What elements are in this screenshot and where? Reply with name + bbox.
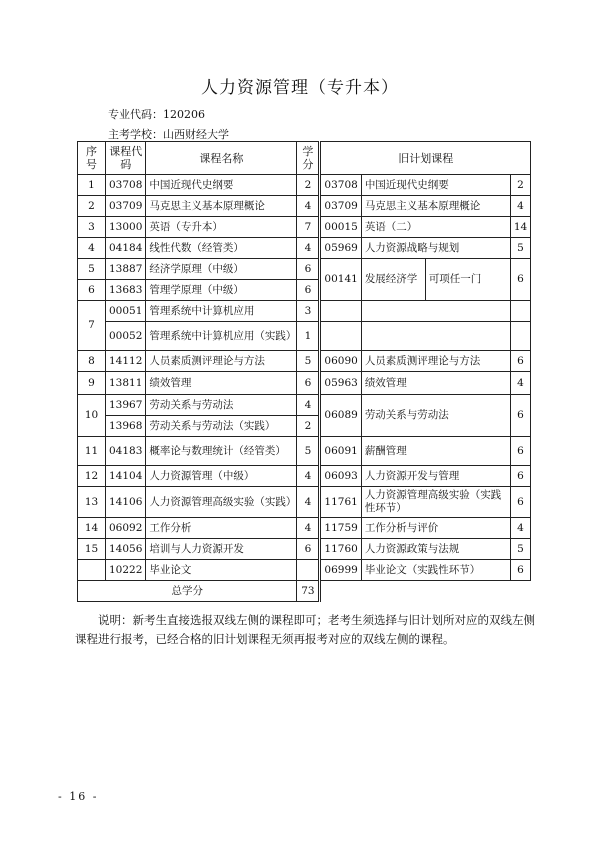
cell-credit: 4 bbox=[297, 466, 320, 487]
total-value: 73 bbox=[297, 581, 320, 602]
cell-old-note: 可项任一门 bbox=[425, 259, 510, 301]
table-row bbox=[78, 518, 531, 539]
cell-seq: 15 bbox=[78, 539, 106, 560]
cell-name: 劳动关系与劳动法（实践） bbox=[146, 416, 297, 437]
cell-code: 13968 bbox=[106, 416, 146, 437]
major-code: 专业代码：120206 bbox=[108, 108, 205, 121]
exam-school: 主考学校：山西财经大学 bbox=[108, 128, 229, 141]
cell-old-code: 05969 bbox=[320, 238, 361, 259]
cell-old-code: 11760 bbox=[320, 539, 361, 560]
cell-name: 英语（专升本） bbox=[146, 217, 297, 238]
table-row bbox=[78, 487, 531, 518]
page-number: - 16 - bbox=[58, 790, 99, 803]
cell-code: 03708 bbox=[106, 175, 146, 196]
cell-name: 管理系统中计算机应用（实践） bbox=[146, 322, 297, 351]
cell-old-name: 工作分析与评价 bbox=[361, 518, 510, 539]
cell-credit: 5 bbox=[297, 437, 320, 466]
cell-seq: 14 bbox=[78, 518, 106, 539]
cell-old-credit: 5 bbox=[510, 238, 530, 259]
cell-credit: 3 bbox=[297, 301, 320, 322]
cell-credit: 6 bbox=[297, 372, 320, 395]
table-row bbox=[78, 217, 531, 238]
cell-code: 06092 bbox=[106, 518, 146, 539]
cell-old-name: 人力资源开发与管理 bbox=[361, 466, 510, 487]
cell-credit: 6 bbox=[297, 280, 320, 301]
cell-credit: 4 bbox=[297, 395, 320, 416]
cell-credit: 2 bbox=[297, 175, 320, 196]
cell-old-credit: 6 bbox=[510, 560, 530, 581]
cell-old-name bbox=[361, 322, 510, 351]
cell-credit: 4 bbox=[297, 518, 320, 539]
cell-old-credit: 14 bbox=[510, 217, 530, 238]
total-label: 总学分 bbox=[78, 581, 297, 602]
cell-old-name: 毕业论文（实践性环节） bbox=[361, 560, 510, 581]
cell-name: 劳动关系与劳动法 bbox=[146, 395, 297, 416]
cell-old-code: 06090 bbox=[320, 351, 361, 372]
cell-credit: 6 bbox=[297, 259, 320, 280]
cell-code: 13967 bbox=[106, 395, 146, 416]
cell-name: 人力资源管理高级实验（实践） bbox=[146, 487, 297, 518]
cell-name: 管理学原理（中级） bbox=[146, 280, 297, 301]
cell-old-credit bbox=[510, 301, 530, 322]
cell-seq bbox=[78, 560, 106, 581]
cell-old-code: 11759 bbox=[320, 518, 361, 539]
cell-code: 14106 bbox=[106, 487, 146, 518]
cell-credit: 4 bbox=[297, 238, 320, 259]
cell-code: 13000 bbox=[106, 217, 146, 238]
cell-old-credit: 6 bbox=[510, 487, 530, 518]
cell-seq: 7 bbox=[78, 301, 106, 351]
cell-credit: 1 bbox=[297, 322, 320, 351]
note-paragraph: 说明：新考生直接选报双线左侧的课程即可；老考生须选择与旧计划所对应的双线左侧课程进行报考，已经合格的旧计划课程无须再报考对应的双线左侧的课程。 bbox=[75, 613, 535, 646]
cell-old-code: 03709 bbox=[320, 196, 361, 217]
cell-credit: 2 bbox=[297, 416, 320, 437]
cell-credit bbox=[297, 560, 320, 581]
cell-old-code: 03708 bbox=[320, 175, 361, 196]
cell-old-code: 06089 bbox=[320, 395, 361, 437]
cell-name: 中国近现代史纲要 bbox=[146, 175, 297, 196]
cell-old-name: 发展经济学 bbox=[361, 259, 425, 301]
cell-name: 人员素质测评理论与方法 bbox=[146, 351, 297, 372]
cell-seq: 2 bbox=[78, 196, 106, 217]
cell-code: 13811 bbox=[106, 372, 146, 395]
cell-old-code bbox=[320, 322, 361, 351]
cell-credit: 6 bbox=[297, 539, 320, 560]
cell-code: 13887 bbox=[106, 259, 146, 280]
cell-seq: 13 bbox=[78, 487, 106, 518]
cell-code: 14056 bbox=[106, 539, 146, 560]
table-row bbox=[78, 196, 531, 217]
table-row bbox=[78, 351, 531, 372]
table-row bbox=[78, 395, 531, 416]
cell-old-name: 马克思主义基本原理概论 bbox=[361, 196, 510, 217]
cell-seq: 6 bbox=[78, 280, 106, 301]
cell-name: 经济学原理（中级） bbox=[146, 259, 297, 280]
cell-seq: 4 bbox=[78, 238, 106, 259]
cell-name: 马克思主义基本原理概论 bbox=[146, 196, 297, 217]
cell-old-credit: 6 bbox=[510, 259, 530, 301]
cell-old-name: 人力资源管理高级实验（实践性环节） bbox=[361, 487, 510, 518]
cell-code: 04184 bbox=[106, 238, 146, 259]
total-row bbox=[78, 581, 531, 602]
cell-old-code: 00015 bbox=[320, 217, 361, 238]
table-row bbox=[78, 437, 531, 466]
cell-old-code: 06093 bbox=[320, 466, 361, 487]
cell-credit: 5 bbox=[297, 351, 320, 372]
cell-name: 线性代数（经管类） bbox=[146, 238, 297, 259]
cell-old-credit: 5 bbox=[510, 539, 530, 560]
cell-old-credit: 4 bbox=[510, 518, 530, 539]
cell-seq: 9 bbox=[78, 372, 106, 395]
cell-credit: 7 bbox=[297, 217, 320, 238]
cell-code: 10222 bbox=[106, 560, 146, 581]
header-seq: 序号 bbox=[78, 142, 106, 175]
cell-seq: 3 bbox=[78, 217, 106, 238]
cell-old-name: 英语（二） bbox=[361, 217, 510, 238]
cell-seq: 10 bbox=[78, 395, 106, 437]
cell-old-credit: 6 bbox=[510, 351, 530, 372]
table-row bbox=[78, 259, 531, 280]
cell-name: 管理系统中计算机应用 bbox=[146, 301, 297, 322]
table-row bbox=[78, 539, 531, 560]
cell-seq: 8 bbox=[78, 351, 106, 372]
cell-name: 工作分析 bbox=[146, 518, 297, 539]
cell-name: 概率论与数理统计（经管类） bbox=[146, 437, 297, 466]
cell-old-code: 11761 bbox=[320, 487, 361, 518]
cell-old-name bbox=[361, 301, 510, 322]
cell-seq: 12 bbox=[78, 466, 106, 487]
cell-old-code bbox=[320, 301, 361, 322]
cell-old-name: 劳动关系与劳动法 bbox=[361, 395, 510, 437]
cell-old-name: 中国近现代史纲要 bbox=[361, 175, 510, 196]
cell-name: 绩效管理 bbox=[146, 372, 297, 395]
table-row bbox=[78, 301, 531, 322]
header-name: 课程名称 bbox=[146, 142, 297, 175]
cell-old-code: 06091 bbox=[320, 437, 361, 466]
cell-old-code: 05963 bbox=[320, 372, 361, 395]
cell-old-credit: 6 bbox=[510, 466, 530, 487]
cell-old-name: 人员素质测评理论与方法 bbox=[361, 351, 510, 372]
cell-old-name: 人力资源战略与规划 bbox=[361, 238, 510, 259]
cell-code: 03709 bbox=[106, 196, 146, 217]
cell-credit: 4 bbox=[297, 487, 320, 518]
cell-code: 00051 bbox=[106, 301, 146, 322]
cell-old-credit: 4 bbox=[510, 372, 530, 395]
cell-old-credit: 6 bbox=[510, 437, 530, 466]
cell-code: 14104 bbox=[106, 466, 146, 487]
table-row bbox=[78, 466, 531, 487]
header-credit: 学分 bbox=[297, 142, 320, 175]
cell-old-name: 绩效管理 bbox=[361, 372, 510, 395]
table-row bbox=[78, 175, 531, 196]
cell-old-credit: 6 bbox=[510, 395, 530, 437]
cell-name: 毕业论文 bbox=[146, 560, 297, 581]
cell-credit: 4 bbox=[297, 196, 320, 217]
course-table bbox=[77, 141, 531, 602]
cell-code: 14112 bbox=[106, 351, 146, 372]
table-row bbox=[78, 372, 531, 395]
cell-old-code: 00141 bbox=[320, 259, 361, 301]
header-code: 课程代码 bbox=[106, 142, 146, 175]
cell-seq: 11 bbox=[78, 437, 106, 466]
cell-old-credit: 2 bbox=[510, 175, 530, 196]
cell-name: 人力资源管理（中级） bbox=[146, 466, 297, 487]
table-row bbox=[78, 238, 531, 259]
table-header bbox=[78, 142, 531, 175]
cell-code: 04183 bbox=[106, 437, 146, 466]
cell-name: 培训与人力资源开发 bbox=[146, 539, 297, 560]
cell-seq: 1 bbox=[78, 175, 106, 196]
table-row bbox=[78, 560, 531, 581]
cell-old-code: 06999 bbox=[320, 560, 361, 581]
page-title: 人力资源管理（专升本） bbox=[201, 78, 399, 98]
cell-code: 00052 bbox=[106, 322, 146, 351]
header-old-plan: 旧计划课程 bbox=[320, 142, 531, 175]
cell-old-name: 薪酬管理 bbox=[361, 437, 510, 466]
cell-code: 13683 bbox=[106, 280, 146, 301]
cell-seq: 5 bbox=[78, 259, 106, 280]
cell-old-credit bbox=[510, 322, 530, 351]
table-row bbox=[78, 322, 531, 351]
cell-old-name: 人力资源政策与法规 bbox=[361, 539, 510, 560]
cell-old-credit: 4 bbox=[510, 196, 530, 217]
total-empty bbox=[320, 581, 531, 602]
